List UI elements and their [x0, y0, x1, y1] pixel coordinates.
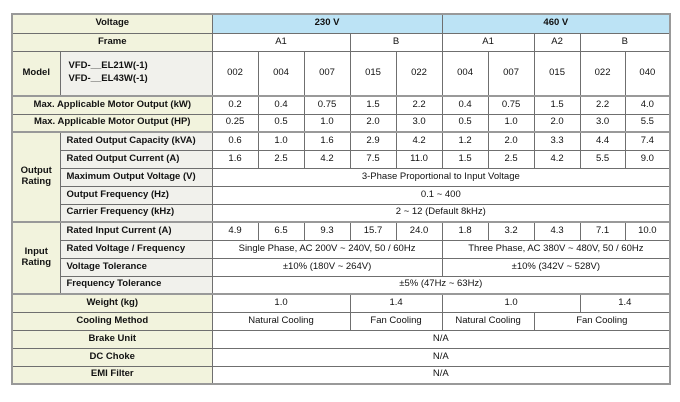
- model-code-cell: 007: [304, 51, 350, 96]
- spanned-value-cell: N/A: [212, 366, 670, 384]
- value-cell: 2.0: [488, 132, 534, 150]
- frame-label-cell: Frame: [12, 33, 212, 51]
- value-cell: 0.4: [442, 96, 488, 114]
- value-cell: 5.5: [580, 150, 625, 168]
- value-cell: 1.5: [350, 96, 396, 114]
- value-cell: 1.0: [304, 114, 350, 132]
- motor-output-kw-label-cell: Max. Applicable Motor Output (kW): [12, 96, 212, 114]
- value-cell: 2.2: [580, 96, 625, 114]
- carrier-frequency-label-cell: Carrier Frequency (kHz): [60, 204, 212, 222]
- motor-output-hp-row: [12, 114, 670, 132]
- value-cell: 0.6: [212, 132, 258, 150]
- model-code-cell: 004: [258, 51, 304, 96]
- value-cell: 0.5: [442, 114, 488, 132]
- voltage-tolerance-label-cell: Voltage Tolerance: [60, 258, 212, 276]
- value-cell: 0.25: [212, 114, 258, 132]
- value-cell: 4.2: [396, 132, 442, 150]
- value-cell: 0.2: [212, 96, 258, 114]
- cooling-230-fan-cell: Fan Cooling: [350, 312, 442, 330]
- model-code-cell: 002: [212, 51, 258, 96]
- frame-row: [12, 33, 670, 51]
- value-cell: 9.0: [625, 150, 670, 168]
- voltage-label-cell: Voltage: [12, 14, 212, 33]
- model-code-cell: 022: [580, 51, 625, 96]
- frame-cell-460-a1: A1: [442, 33, 534, 51]
- value-cell: 4.0: [625, 96, 670, 114]
- voltage-frequency-460-cell: Three Phase, AC 380V ~ 480V, 50 / 60Hz: [442, 240, 670, 258]
- spec-sheet-page: [11, 13, 671, 385]
- model-code-cell: 022: [396, 51, 442, 96]
- value-cell: 0.4: [258, 96, 304, 114]
- cooling-460-natural-cell: Natural Cooling: [442, 312, 534, 330]
- value-cell: 3.0: [580, 114, 625, 132]
- frequency-tolerance-row: [12, 276, 670, 294]
- value-cell: 5.5: [625, 114, 670, 132]
- rated-voltage-frequency-label-cell: Rated Voltage / Frequency: [60, 240, 212, 258]
- model-code-cell: 007: [488, 51, 534, 96]
- cooling-230-natural-cell: Natural Cooling: [212, 312, 350, 330]
- spec-table: [11, 13, 671, 385]
- motor-output-kw-row: [12, 96, 670, 114]
- value-cell: 2.2: [396, 96, 442, 114]
- input-current-label-cell: Rated Input Current (A): [60, 222, 212, 240]
- value-cell: 2.9: [350, 132, 396, 150]
- output-capacity-row: [12, 132, 670, 150]
- spanned-value-cell: 0.1 ~ 400: [212, 186, 670, 204]
- voltage-230-cell: 230 V: [212, 14, 442, 33]
- frame-cell-230-b: B: [350, 33, 442, 51]
- voltage-row: [12, 14, 670, 33]
- spanned-value-cell: ±5% (47Hz ~ 63Hz): [212, 276, 670, 294]
- max-output-voltage-row: [12, 168, 670, 186]
- spanned-value-cell: 3-Phase Proportional to Input Voltage: [212, 168, 670, 186]
- model-name-cell: [60, 51, 212, 96]
- weight-label-cell: Weight (kg): [12, 294, 212, 312]
- value-cell: 1.6: [212, 150, 258, 168]
- spanned-value-cell: N/A: [212, 348, 670, 366]
- emi-filter-row: [12, 366, 670, 384]
- value-cell: 7.1: [580, 222, 625, 240]
- model-row: [12, 51, 670, 96]
- cooling-method-label-cell: Cooling Method: [12, 312, 212, 330]
- voltage-tolerance-row: [12, 258, 670, 276]
- rated-voltage-frequency-row: [12, 240, 670, 258]
- output-frequency-label-cell: Output Frequency (Hz): [60, 186, 212, 204]
- cooling-460-fan-cell: Fan Cooling: [534, 312, 670, 330]
- value-cell: 3.2: [488, 222, 534, 240]
- emi-filter-label-cell: EMI Filter: [12, 366, 212, 384]
- value-cell: 2.5: [488, 150, 534, 168]
- weight-230-light-cell: 1.0: [212, 294, 350, 312]
- dc-choke-label-cell: DC Choke: [12, 348, 212, 366]
- value-cell: 1.6: [304, 132, 350, 150]
- carrier-frequency-row: [12, 204, 670, 222]
- voltage-tolerance-230-cell: ±10% (180V ~ 264V): [212, 258, 442, 276]
- output-current-label-cell: Rated Output Current (A): [60, 150, 212, 168]
- value-cell: 1.0: [488, 114, 534, 132]
- weight-230-heavy-cell: 1.4: [350, 294, 442, 312]
- value-cell: 24.0: [396, 222, 442, 240]
- output-rating-group-cell: Output Rating: [12, 132, 60, 222]
- value-cell: 6.5: [258, 222, 304, 240]
- spanned-value-cell: 2 ~ 12 (Default 8kHz): [212, 204, 670, 222]
- brake-unit-label-cell: Brake Unit: [12, 330, 212, 348]
- voltage-tolerance-460-cell: ±10% (342V ~ 528V): [442, 258, 670, 276]
- model-name-line1: VFD-__EL21W(-1): [68, 60, 148, 72]
- value-cell: 15.7: [350, 222, 396, 240]
- value-cell: 2.0: [534, 114, 580, 132]
- voltage-frequency-230-cell: Single Phase, AC 200V ~ 240V, 50 / 60Hz: [212, 240, 442, 258]
- value-cell: 1.2: [442, 132, 488, 150]
- value-cell: 1.5: [534, 96, 580, 114]
- cooling-method-row: [12, 312, 670, 330]
- model-label-cell: Model: [12, 51, 60, 96]
- dc-choke-row: [12, 348, 670, 366]
- frame-cell-230-a1: A1: [212, 33, 350, 51]
- value-cell: 1.0: [258, 132, 304, 150]
- value-cell: 4.2: [304, 150, 350, 168]
- value-cell: 0.75: [304, 96, 350, 114]
- value-cell: 9.3: [304, 222, 350, 240]
- output-capacity-label-cell: Rated Output Capacity (kVA): [60, 132, 212, 150]
- model-code-cell: 040: [625, 51, 670, 96]
- value-cell: 0.5: [258, 114, 304, 132]
- value-cell: 0.75: [488, 96, 534, 114]
- brake-unit-row: [12, 330, 670, 348]
- input-rating-group-cell: Input Rating: [12, 222, 60, 294]
- value-cell: 4.3: [534, 222, 580, 240]
- frame-cell-460-a2: A2: [534, 33, 580, 51]
- weight-460-heavy-cell: 1.4: [580, 294, 670, 312]
- voltage-460-cell: 460 V: [442, 14, 670, 33]
- value-cell: 2.5: [258, 150, 304, 168]
- value-cell: 1.5: [442, 150, 488, 168]
- value-cell: 3.3: [534, 132, 580, 150]
- motor-output-hp-label-cell: Max. Applicable Motor Output (HP): [12, 114, 212, 132]
- spanned-value-cell: N/A: [212, 330, 670, 348]
- output-current-row: [12, 150, 670, 168]
- weight-460-light-cell: 1.0: [442, 294, 580, 312]
- value-cell: 11.0: [396, 150, 442, 168]
- input-current-row: [12, 222, 670, 240]
- value-cell: 7.4: [625, 132, 670, 150]
- output-frequency-row: [12, 186, 670, 204]
- frame-cell-460-b: B: [580, 33, 670, 51]
- value-cell: 3.0: [396, 114, 442, 132]
- value-cell: 7.5: [350, 150, 396, 168]
- model-code-cell: 004: [442, 51, 488, 96]
- value-cell: 1.8: [442, 222, 488, 240]
- value-cell: 4.2: [534, 150, 580, 168]
- model-code-cell: 015: [350, 51, 396, 96]
- model-name-line2: VFD-__EL43W(-1): [68, 73, 148, 85]
- weight-row: [12, 294, 670, 312]
- model-code-cell: 015: [534, 51, 580, 96]
- max-output-voltage-label-cell: Maximum Output Voltage (V): [60, 168, 212, 186]
- value-cell: 2.0: [350, 114, 396, 132]
- value-cell: 4.4: [580, 132, 625, 150]
- value-cell: 4.9: [212, 222, 258, 240]
- frequency-tolerance-label-cell: Frequency Tolerance: [60, 276, 212, 294]
- value-cell: 10.0: [625, 222, 670, 240]
